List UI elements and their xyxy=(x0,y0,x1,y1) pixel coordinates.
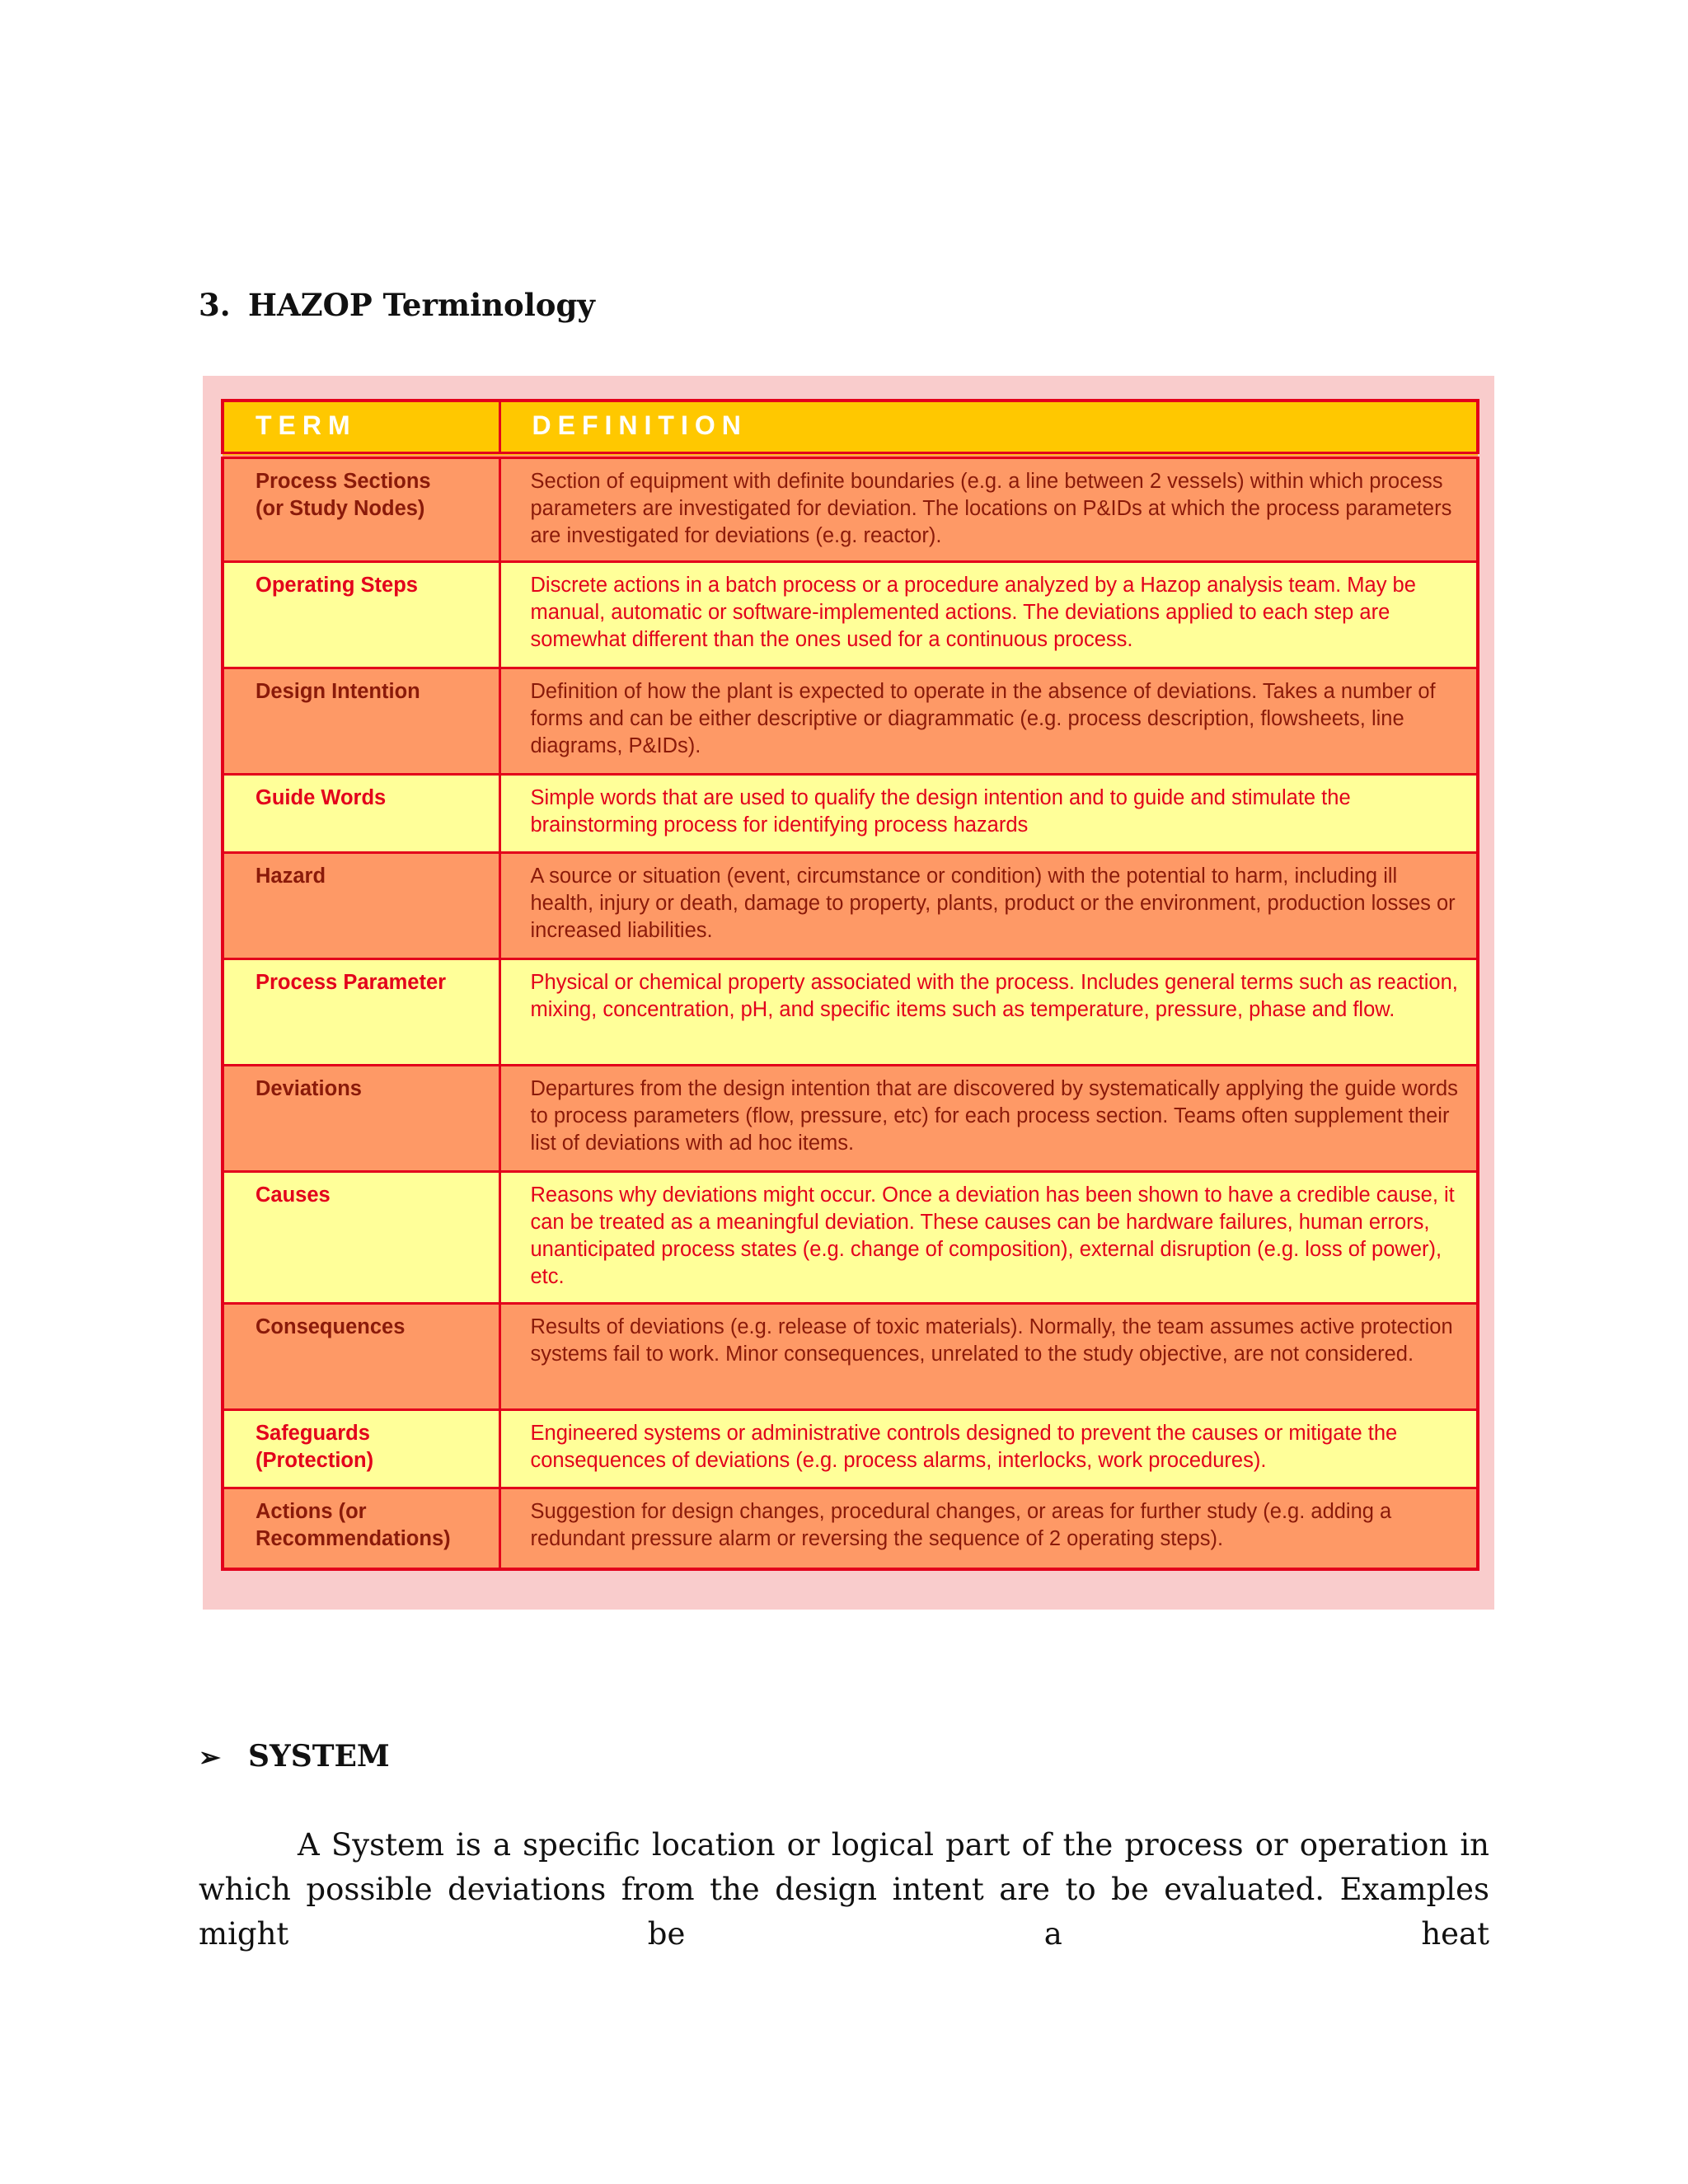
table-row xyxy=(223,455,1478,561)
system-heading-text: SYSTEM xyxy=(248,1739,390,1774)
term-cell: Design Intention xyxy=(223,668,499,774)
arrow-bullet-icon: ➢ xyxy=(199,1741,221,1773)
table-row xyxy=(223,1171,1478,1303)
section-title: HAZOP Terminology xyxy=(248,287,595,323)
term-cell: Actions (or Recommendations) xyxy=(223,1488,499,1569)
table-row xyxy=(223,852,1478,958)
term-cell: Causes xyxy=(223,1171,499,1303)
definition-cell: Definition of how the plant is expected to operate in the absence of deviations. Takes a number of forms and can be either descriptive or diagrammatic (e.g. process description, flowsheets, line diagrams, P&IDs). xyxy=(499,668,1478,774)
table-row xyxy=(223,774,1478,852)
table-row xyxy=(223,668,1478,774)
definition-cell: Reasons why deviations might occur. Once a deviation has been shown to have a credible cause, it can be treated as a meaningful deviation. These causes can be hardware failures, human errors, unanticipated process states (e.g. change of composition), external disruption (e.g. loss of power), etc. xyxy=(499,1171,1478,1303)
term-cell: Safeguards (Protection) xyxy=(223,1409,499,1488)
header-term: TERM xyxy=(223,401,499,455)
definition-cell: Departures from the design intention that are discovered by systematically applying the guide words to process parameters (flow, pressure, etc) for each process section. Teams often supplement their list of deviations with ad hoc items. xyxy=(499,1065,1478,1171)
definition-cell: Discrete actions in a batch process or a procedure analyzed by a Hazop analysis team. May be manual, automatic or software-implemented actions. The deviations applied to each step are somewhat different than the ones used for a continuous process. xyxy=(499,561,1478,668)
definition-cell: Section of equipment with definite boundaries (e.g. a line between 2 vessels) within which process parameters are investigated for deviation. The locations on P&IDs at which the process parameters are investigated for deviations (e.g. reactor). xyxy=(499,455,1478,561)
term-cell: Process Sections (or Study Nodes) xyxy=(223,455,499,561)
table-row xyxy=(223,1065,1478,1171)
definition-cell: Simple words that are used to qualify the design intention and to guide and stimulate the brainstorming process for identifying process hazards xyxy=(499,774,1478,852)
table-row xyxy=(223,958,1478,1065)
table-row xyxy=(223,561,1478,668)
section-heading xyxy=(199,287,595,323)
definition-cell: Suggestion for design changes, procedural changes, or areas for further study (e.g. adding a redundant pressure alarm or reversing the sequence of 2 operating steps). xyxy=(499,1488,1478,1569)
table-header-row xyxy=(223,401,1478,455)
term-cell: Consequences xyxy=(223,1303,499,1409)
term-cell: Deviations xyxy=(223,1065,499,1171)
header-definition: DEFINITION xyxy=(499,401,1478,455)
table-row xyxy=(223,1488,1478,1569)
definition-cell: Physical or chemical property associated with the process. Includes general terms such as reaction, mixing, concentration, pH, and specific items such as temperature, pressure, phase and flow. xyxy=(499,958,1478,1065)
system-heading xyxy=(199,1739,390,1774)
section-number: 3. xyxy=(199,287,231,323)
term-cell: Guide Words xyxy=(223,774,499,852)
definition-cell: Engineered systems or administrative controls designed to prevent the causes or mitigate the consequences of deviations (e.g. process alarms, interlocks, work procedures). xyxy=(499,1409,1478,1488)
table-row xyxy=(223,1303,1478,1409)
terminology-table-frame xyxy=(203,376,1494,1610)
system-paragraph: A System is a specific location or logical part of the process or operation in which possible deviations from the design intent are to be evaluated. Examples might be a heat xyxy=(199,1827,1489,1952)
term-cell: Operating Steps xyxy=(223,561,499,668)
term-cell: Process Parameter xyxy=(223,958,499,1065)
definition-cell: Results of deviations (e.g. release of toxic materials). Normally, the team assumes active protection systems fail to work. Minor consequences, unrelated to the study objective, are not considered. xyxy=(499,1303,1478,1409)
term-cell: Hazard xyxy=(223,852,499,958)
table-row xyxy=(223,1409,1478,1488)
terminology-table xyxy=(221,399,1479,1571)
definition-cell: A source or situation (event, circumstance or condition) with the potential to harm, including ill health, injury or death, damage to property, plants, product or the environment, production losses or increased liabilities. xyxy=(499,852,1478,958)
